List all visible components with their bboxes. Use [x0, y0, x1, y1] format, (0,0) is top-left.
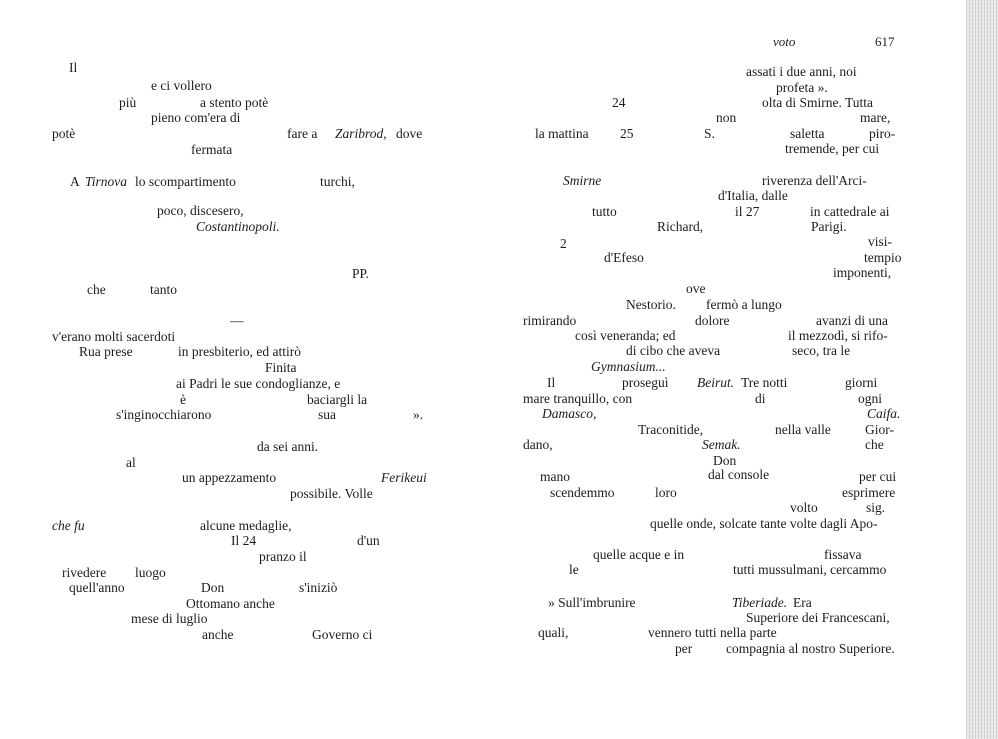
text-fragment: imponenti,: [833, 265, 892, 280]
text-fragment: Ottomano anche: [186, 596, 275, 611]
text-fragment: il mezzodì, si rifo-: [788, 328, 888, 343]
text-fragment: Smirne: [563, 173, 602, 188]
text-fragment: olta di Smirne. Tutta: [762, 95, 874, 110]
text-fragment: profeta ».: [776, 80, 828, 95]
text-fragment: visi-: [868, 234, 893, 249]
text-fragment: in presbiterio, ed attirò: [178, 344, 301, 359]
text-fragment: rimirando: [523, 313, 577, 328]
text-fragment: proseguì: [622, 375, 669, 390]
text-fragment: fermò a lungo: [706, 297, 782, 312]
text-fragment: Semak.: [702, 437, 741, 452]
text-fragment: 2: [560, 236, 567, 251]
text-fragment: sua: [318, 407, 336, 422]
text-fragment: scendemmo: [550, 485, 615, 500]
text-fragment: giorni: [845, 375, 878, 390]
text-fragment: a stento potè: [200, 95, 269, 110]
text-fragment: vennero tutti nella parte: [648, 625, 777, 640]
text-fragment: dolore: [695, 313, 730, 328]
text-fragment: Zaribrod,: [335, 126, 387, 141]
text-fragment: la mattina: [535, 126, 589, 141]
text-fragment: Tre notti: [741, 375, 788, 390]
text-fragment: volto: [790, 500, 818, 515]
text-fragment: Richard,: [657, 219, 704, 234]
text-fragment: s'iniziò: [299, 580, 338, 595]
text-fragment: tanto: [150, 282, 177, 297]
text-fragment: —: [230, 313, 244, 328]
text-fragment: tutti mussulmani, cercammo: [733, 562, 887, 577]
text-fragment: lo scompartimento: [135, 174, 236, 189]
text-fragment: tempio: [864, 250, 902, 265]
text-fragment: Superiore dei Francescani,: [746, 610, 890, 625]
text-fragment: pieno com'era di: [151, 110, 241, 125]
text-fragment: Costantinopoli.: [196, 219, 280, 234]
text-fragment: S.: [704, 126, 715, 141]
text-fragment: mare tranquillo, con: [523, 391, 633, 406]
text-fragment: più: [119, 95, 137, 110]
text-fragment: che: [865, 437, 884, 452]
text-fragment: in cattedrale ai: [810, 204, 890, 219]
text-fragment: ove: [686, 281, 706, 296]
text-fragment: luogo: [135, 565, 166, 580]
text-fragment: baciargli la: [307, 392, 368, 407]
text-fragment: d'Efeso: [604, 250, 644, 265]
text-fragment: Traconitide,: [638, 422, 704, 437]
text-fragment: ai Padri le sue condoglianze, e: [176, 376, 341, 391]
text-fragment: 24: [612, 95, 626, 110]
text-fragment: ».: [413, 407, 424, 422]
text-fragment: compagnia al nostro Superiore.: [726, 641, 895, 656]
text-fragment: Rua prese: [79, 344, 133, 359]
text-fragment: così veneranda; ed: [575, 328, 676, 343]
text-fragment: di cibo che aveva: [626, 343, 721, 358]
text-fragment: poco, discesero,: [157, 203, 244, 218]
text-fragment: Caifa.: [867, 406, 901, 421]
text-fragment: Finita: [265, 360, 297, 375]
text-fragment: al: [126, 455, 136, 470]
text-fragment: d'Italia, dalle: [718, 188, 788, 203]
text-fragment: Parigi.: [811, 219, 847, 234]
text-fragment: Tiberiade.: [732, 595, 788, 610]
text-fragment: mare,: [860, 110, 891, 125]
text-fragment: piro-: [869, 126, 896, 141]
text-fragment: s'inginocchiarono: [116, 407, 212, 422]
text-fragment: A: [70, 174, 80, 189]
text-fragment: pranzo il: [259, 549, 307, 564]
text-fragment: dal console: [708, 467, 770, 482]
text-fragment: Governo ci: [312, 627, 373, 642]
text-fragment: che: [87, 282, 106, 297]
text-fragment: Gior-: [865, 422, 894, 437]
text-fragment: Damasco,: [542, 406, 597, 421]
text-fragment: nella valle: [775, 422, 831, 437]
text-fragment: assati i due anni, noi: [746, 64, 857, 79]
text-fragment: fermata: [191, 142, 233, 157]
text-fragment: fissava: [824, 547, 862, 562]
page-edge: [966, 0, 998, 739]
text-fragment: avanzi di una: [816, 313, 888, 328]
text-fragment: 25: [620, 126, 634, 141]
text-fragment: tremende, per cui: [785, 141, 880, 156]
text-fragment: Don: [713, 453, 737, 468]
text-fragment: Gymnasium...: [591, 359, 666, 374]
text-fragment: sig.: [866, 500, 886, 515]
text-fragment: v'erano molti sacerdoti: [52, 329, 176, 344]
text-fragment: rivedere: [62, 565, 107, 580]
text-fragment: d'un: [357, 533, 380, 548]
text-fragment: dano,: [523, 437, 553, 452]
text-fragment: e ci vollero: [151, 78, 212, 93]
text-fragment: fare a: [287, 126, 318, 141]
text-fragment: quelle onde, solcate tante volte dagli Apo-: [650, 516, 878, 531]
text-fragment: Ferikeui: [381, 470, 427, 485]
text-fragment: riverenza dell'Arci-: [762, 173, 867, 188]
text-fragment: per cui: [859, 469, 897, 484]
text-fragment: Il 24: [231, 533, 257, 548]
text-fragment: mese di luglio: [131, 611, 208, 626]
text-fragment: da sei anni.: [257, 439, 319, 454]
text-fragment: turchi,: [320, 174, 355, 189]
text-fragment: per: [675, 641, 693, 656]
text-fragment: quelle acque e in: [593, 547, 685, 562]
text-fragment: è: [180, 392, 186, 407]
text-fragment: mano: [540, 469, 570, 484]
text-fragment: Il: [69, 60, 78, 75]
text-fragment: quali,: [538, 625, 569, 640]
text-fragment: Don: [201, 580, 225, 595]
text-fragment: Era: [793, 595, 812, 610]
text-fragment: » Sull'imbrunire: [548, 595, 636, 610]
text-fragment: il 27: [735, 204, 760, 219]
text-fragment: PP.: [352, 266, 369, 281]
text-fragment: quell'anno: [69, 580, 125, 595]
text-fragment: Il: [547, 375, 556, 390]
text-fragment: dove: [396, 126, 423, 141]
text-fragment: Nestorio.: [626, 297, 676, 312]
text-fragment: un appezzamento: [182, 470, 277, 485]
running-head: voto: [773, 34, 796, 49]
text-fragment: le: [569, 562, 579, 577]
text-fragment: di: [755, 391, 766, 406]
page-number: 617: [875, 34, 895, 49]
text-fragment: ogni: [858, 391, 883, 406]
text-fragment: Beirut.: [697, 375, 735, 390]
text-fragment: alcune medaglie,: [200, 518, 292, 533]
text-fragment: potè: [52, 126, 76, 141]
text-fragment: possibile. Volle: [290, 486, 373, 501]
text-fragment: saletta: [790, 126, 825, 141]
text-fragment: Tirnova: [85, 174, 128, 189]
text-fragment: esprimere: [842, 485, 896, 500]
text-fragment: anche: [202, 627, 234, 642]
text-fragment: non: [716, 110, 737, 125]
text-fragment: tutto: [592, 204, 617, 219]
text-fragment: seco, tra le: [792, 343, 851, 358]
text-fragment: che fu: [52, 518, 85, 533]
text-fragment: loro: [655, 485, 677, 500]
